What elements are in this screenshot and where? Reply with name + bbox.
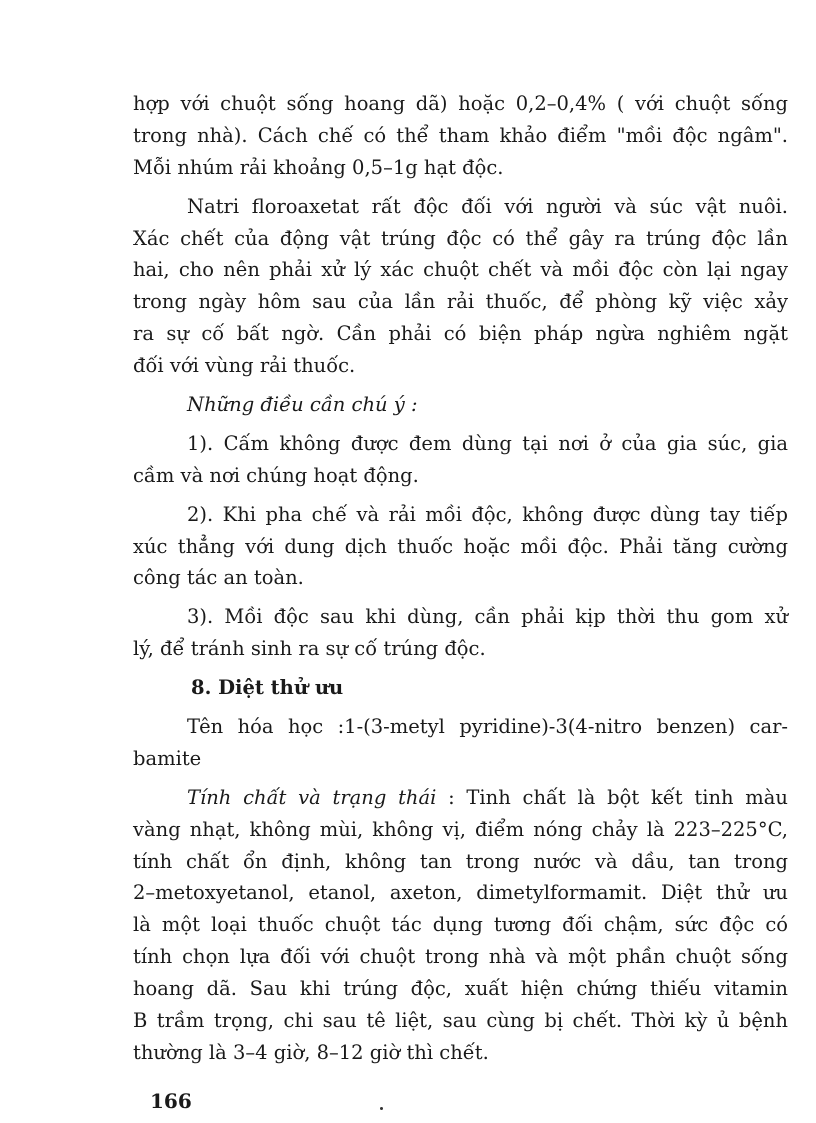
note-1 [133, 428, 788, 492]
text-line: đối với vùng rải thuốc. [133, 354, 356, 378]
text-line: bamite [133, 746, 202, 770]
paragraph-continuation [133, 88, 788, 184]
notes-title [133, 389, 788, 421]
text-line [133, 782, 788, 814]
note-3 [133, 601, 788, 665]
properties-paragraph [133, 782, 788, 1069]
text-line: lý, để tránh sinh ra sự cố trúng độc. [133, 637, 486, 661]
heading-text: 8. Diệt thử ưu [191, 676, 344, 700]
text-line: Mỗi nhúm rải khoảng 0,5–1g hạt độc. [133, 155, 504, 179]
page-number: 166 [150, 1089, 192, 1113]
scan-speck [380, 1107, 383, 1110]
note-2 [133, 499, 788, 595]
text-line: 2–metoxyetanol, etanol, axeton, dimetylformamit. Diệt thử ưu [133, 881, 788, 905]
page-body [133, 88, 788, 1069]
section-heading [133, 672, 788, 704]
text-line: Natri floroaxetat rất độc đối với người và súc vật nuôi. [187, 194, 788, 218]
text-line: công tác an toàn. [133, 566, 304, 590]
text-line: 3). Mồi độc sau khi dùng, cần phải kịp thời thu gom xử [187, 605, 788, 629]
text-line: hai, cho nên phải xử lý xác chuột chết và mồi độc còn lại ngay [133, 258, 788, 282]
text-line: Tên hóa học :1-(3-metyl pyridine)-3(4-nitro benzen) car- [187, 715, 788, 739]
text-line: vàng nhạt, không mùi, không vị, điểm nóng chảy là 223–225°C, [133, 817, 788, 841]
text-line: ra sự cố bất ngờ. Cần phải có biện pháp ngừa nghiêm ngặt [133, 322, 788, 346]
text-line: là một loại thuốc chuột tác dụng tương đối chậm, sức độc có [133, 913, 788, 937]
text-line: tính chọn lựa đối với chuột trong nhà và một phần chuột sống [133, 945, 788, 969]
text-line: hoang dã. Sau khi trúng độc, xuất hiện chứng thiếu vitamin [133, 977, 788, 1001]
paragraph-toxicity [133, 191, 788, 382]
text-line: tính chất ổn định, không tan trong nước và dầu, tan trong [133, 849, 788, 873]
text-line: Xác chết của động vật trúng độc có thể gây ra trúng độc lần [133, 226, 788, 250]
text-line: hợp với chuột sống hoang dã) hoặc 0,2–0,4% ( với chuột sống [133, 92, 788, 115]
text-line: 2). Khi pha chế và rải mồi độc, không được dùng tay tiếp [187, 502, 788, 526]
text-line: thường là 3–4 giờ, 8–12 giờ thì chết. [133, 1040, 489, 1064]
properties-label: Tính chất và trạng thái [187, 785, 437, 809]
chemical-name [133, 711, 788, 775]
text-line: 1). Cấm không được đem dùng tại nơi ở của gia súc, gia [187, 431, 788, 455]
text-line: xúc thẳng với dung dịch thuốc hoặc mồi độc. Phải tăng cường [133, 534, 788, 558]
text-line: cầm và nơi chúng hoạt động. [133, 463, 419, 487]
text-line: trong ngày hôm sau của lần rải thuốc, để phòng kỹ việc xảy [133, 290, 788, 314]
text-line: B trầm trọng, chi sau tê liệt, sau cùng bị chết. Thời kỳ ủ bệnh [133, 1009, 788, 1033]
text-line: trong nhà). Cách chế có thể tham khảo điểm "mồi độc ngâm". [133, 123, 788, 147]
text-line: Những điều cần chú ý : [187, 393, 418, 417]
properties-text: : Tinh chất là bột kết tinh màu [436, 785, 788, 809]
